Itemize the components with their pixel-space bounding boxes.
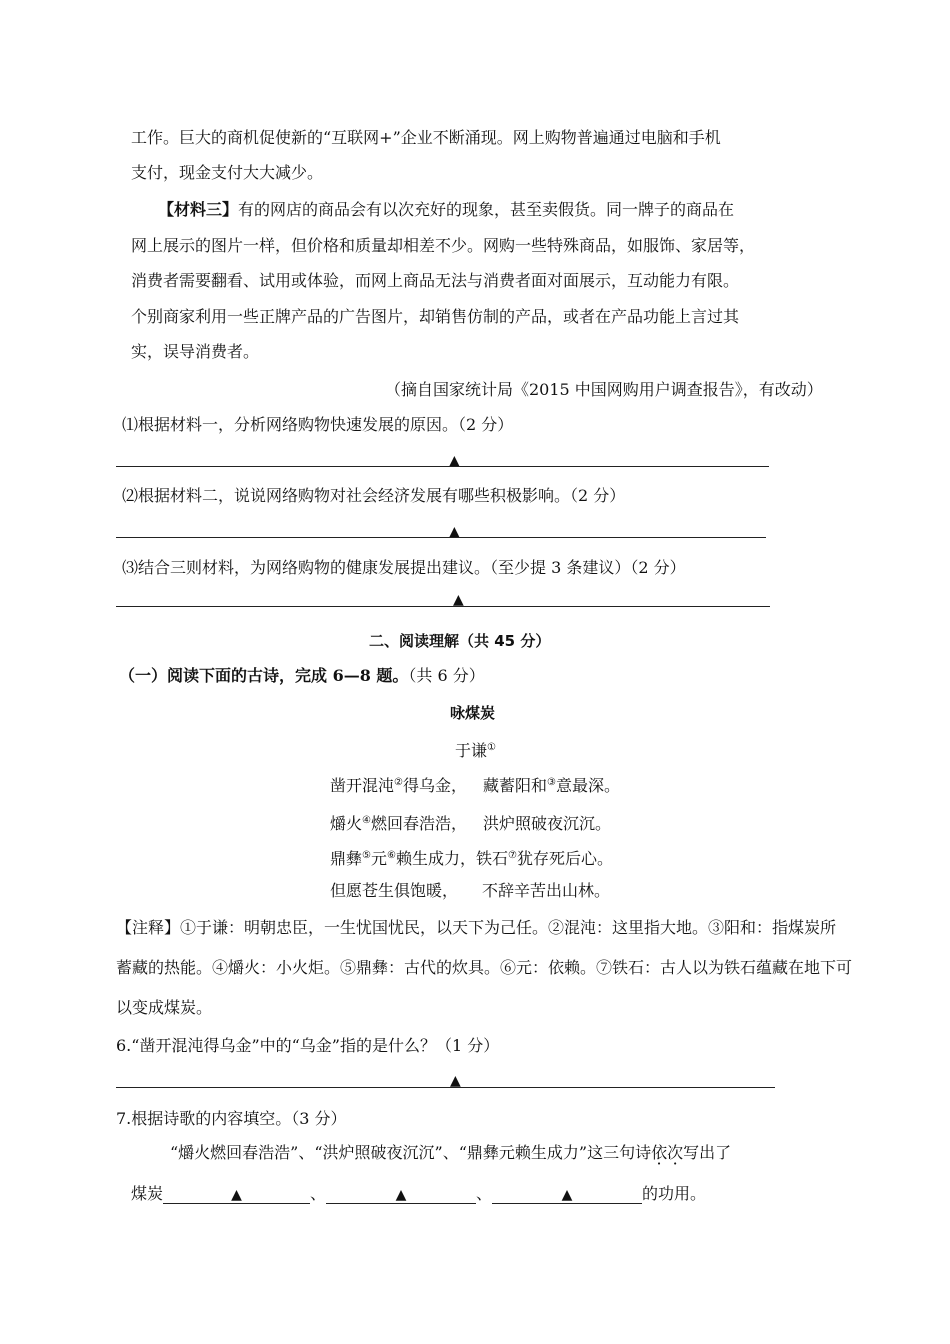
poem-line-text: 爝火: [330, 814, 363, 833]
emphasis-char: 次: [667, 1143, 684, 1162]
poem-line-2: [330, 811, 611, 834]
fill-blank-3[interactable]: ▲: [492, 1187, 642, 1204]
answer-marker: ▲: [449, 524, 460, 540]
material3-line-5: 实，误导消费者。: [131, 342, 260, 361]
answer-line-2[interactable]: [116, 537, 766, 538]
question-3: ⑶结合三则材料，为网络购物的健康发展提出建议。（至少提 3 条建议）（2 分）: [122, 558, 686, 577]
poem-line-text: 得乌金，: [402, 776, 467, 795]
poem-line-text: 元: [370, 849, 387, 868]
poem-line-text: 犹存死后心。: [516, 849, 613, 868]
poem-line-3: [330, 846, 613, 869]
poem-author-name: 于谦: [455, 741, 488, 760]
answer-marker: ▲: [453, 592, 464, 608]
answer-line-3[interactable]: [116, 606, 770, 607]
material2-line-2: 支付，现金支付大大减少。: [131, 163, 324, 182]
question-7-line-1: [170, 1143, 731, 1163]
poem-author-note: ①: [487, 742, 496, 753]
separator: 、: [476, 1184, 493, 1203]
emphasis-char: 依: [651, 1143, 668, 1162]
material3-line-3: 消费者需要翻看、试用或体验，而网上商品无法与消费者面对面展示，互动能力有限。: [131, 271, 740, 290]
note-ref: ⑥: [387, 850, 396, 861]
material3-line-4: 个别商家利用一些正牌产品的广告图片，却销售仿制的产品，或者在产品功能上言过其: [131, 307, 740, 326]
subsection-points: （共 6 分）: [408, 666, 485, 685]
note-ref: ⑤: [362, 850, 371, 861]
poem-line-4: [330, 881, 610, 901]
source-citation: （摘自国家统计局《2015 中国网购用户调查报告》，有改动）: [385, 380, 823, 399]
poem-line-text: 但愿苍生俱饱暖，: [330, 881, 459, 900]
question-7-text: “爝火燃回春浩浩”、“洪炉照破夜沉沉”、“鼎彝元赖生成力”这三句诗: [170, 1143, 652, 1162]
poem-line-text: 洪炉照破夜沉沉。: [483, 814, 612, 833]
poem-line-1: [330, 773, 620, 796]
poem-author: [455, 738, 496, 761]
answer-line-6[interactable]: [116, 1087, 775, 1088]
question-7-text: 煤炭: [131, 1184, 164, 1203]
subsection-title: （一）阅读下面的古诗，完成 6—8 题。: [119, 666, 409, 685]
poem-line-text: 赖生成力，铁石: [395, 849, 508, 868]
note-ref: ④: [362, 815, 371, 826]
question-7-text: 写出了: [683, 1143, 732, 1162]
question-7-text: 的功用。: [642, 1184, 707, 1203]
section-title: 二、阅读理解（共 45 分）: [369, 632, 551, 650]
poem-line-text: 意最深。: [555, 776, 620, 795]
question-2: ⑵根据材料二，说说网络购物对社会经济发展有哪些积极影响。（2 分）: [122, 486, 626, 505]
notes-line-3: 以变成煤炭。: [116, 998, 213, 1017]
note-ref: ②: [394, 777, 403, 788]
subsection-heading: [119, 666, 485, 686]
fill-blank-1[interactable]: ▲: [163, 1187, 310, 1204]
poem-line-text: 鼎彝: [330, 849, 363, 868]
material2-line-1: 工作。巨大的商机促使新的“互联网+”企业不断涌现。网上购物普遍通过电脑和手机: [131, 128, 721, 147]
note-ref: ⑦: [507, 850, 517, 861]
poem-line-text: 不辞辛苦出山林。: [482, 881, 611, 900]
answer-marker: ▲: [450, 1073, 461, 1089]
notes-line-1: 【注释】①于谦：明朝忠臣，一生忧国忧民，以天下为己任。②混沌：这里指大地。③阳和：指煤炭所: [116, 918, 837, 937]
answer-line-1[interactable]: [116, 466, 769, 467]
question-7: 7.根据诗歌的内容填空。（3 分）: [116, 1109, 347, 1128]
note-ref: ③: [547, 777, 556, 788]
fill-blank-2[interactable]: ▲: [326, 1187, 476, 1204]
material3-line-2: 网上展示的图片一样，但价格和质量却相差不少。网购一些特殊商品，如服饰、家居等，: [131, 236, 756, 255]
poem-title: 咏煤炭: [450, 704, 496, 722]
question-6: 6.“凿开混沌得乌金”中的“乌金”指的是什么？（1 分）: [116, 1036, 500, 1055]
material3-label: 【材料三】: [158, 200, 239, 219]
notes-line-2: 蓄藏的热能。④爝火：小火炬。⑤鼎彝：古代的炊具。⑥元：依赖。⑦铁石：古人以为铁石蕴藏在地下可: [116, 958, 853, 977]
answer-marker: ▲: [449, 453, 460, 469]
poem-line-text: 燃回春浩浩，: [370, 814, 467, 833]
material3-text: 有的网店的商品会有以次充好的现象，甚至卖假货。同一牌子的商品在: [238, 200, 735, 219]
poem-line-text: 凿开混沌: [330, 776, 395, 795]
separator: 、: [310, 1184, 327, 1203]
question-1: ⑴根据材料一，分析网络购物快速发展的原因。（2 分）: [122, 415, 514, 434]
question-7-line-2: [131, 1184, 706, 1204]
material3-line-1: [158, 200, 734, 220]
poem-line-text: 藏蓄阳和: [483, 776, 548, 795]
